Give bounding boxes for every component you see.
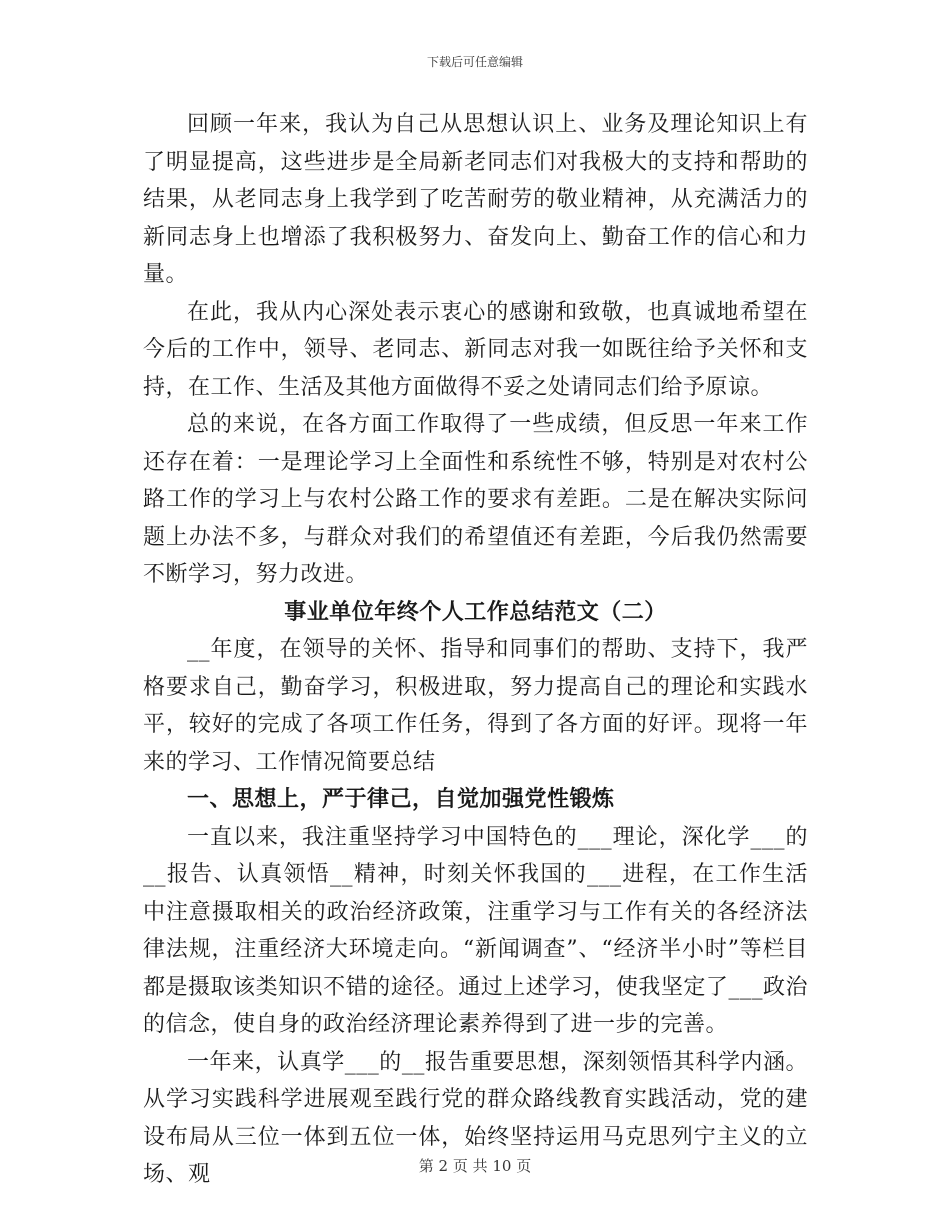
body-paragraph: 一年来，认真学___的__报告重要思想，深刻领悟其科学内涵。从学习实践科学进展观至践行党的群众路线教育实践活动，党的建设布局从三位一体到五位一体，始终坚持运用马克思列宁主义的立场、观 bbox=[143, 1049, 808, 1187]
page-number: 第 2 页 共 10 页 bbox=[418, 1157, 532, 1175]
section-heading: 一、思想上，严于律己，自觉加强党性锻炼 bbox=[187, 786, 615, 812]
section-title: 事业单位年终个人工作总结范文（二） bbox=[284, 598, 667, 625]
body-paragraph: 总的来说，在各方面工作取得了一些成绩，但反思一年来工作还存在着：一是理论学习上全面性和系统性不够，特别是对农村公路工作的学习上与农村公路工作的要求有差距。二是在解决实际问题上办法不多，与群众对我们的希望值还有差距，今后我仍然需要不断学习，努力改进。 bbox=[143, 412, 808, 587]
body-paragraph: 在此，我从内心深处表示衷心的感谢和致敬，也真诚地希望在今后的工作中，领导、老同志、新同志对我一如既往给予关怀和支持，在工作、生活及其他方面做得不妥之处请同志们给予原谅。 bbox=[143, 299, 808, 400]
body-paragraph: 一直以来，我注重坚持学习中国特色的___理论，深化学___的__报告、认真领悟__精神，时刻关怀我国的___进程，在工作生活中注意摄取相关的政治经济政策，注重学习与工作有关的各经济法律法规，注重经济大环境走向。“新闻调查”、“经济半小时”等栏目都是摄取该类知识不错的途径。通过上述学习，使我坚定了___政治的信念，使自身的政治经济理论素养得到了进一步的完善。 bbox=[143, 824, 808, 1037]
intro-paragraph: __年度，在领导的关怀、指导和同事们的帮助、支持下，我严格要求自己，勤奋学习，积极进取，努力提高自己的理论和实践水平，较好的完成了各项工作任务，得到了各方面的好评。现将一年来的学习、工作情况简要总结 bbox=[143, 637, 808, 775]
document-body bbox=[143, 106, 808, 1194]
page-header: 下载后可任意编辑 bbox=[426, 55, 523, 69]
body-paragraph: 回顾一年来，我认为自己从思想认识上、业务及理论知识上有了明显提高，这些进步是全局新老同志们对我极大的支持和帮助的结果，从老同志身上我学到了吃苦耐劳的敬业精神，从充满活力的新同志身上也增添了我积极努力、奋发向上、勤奋工作的信心和力量。 bbox=[143, 112, 808, 287]
